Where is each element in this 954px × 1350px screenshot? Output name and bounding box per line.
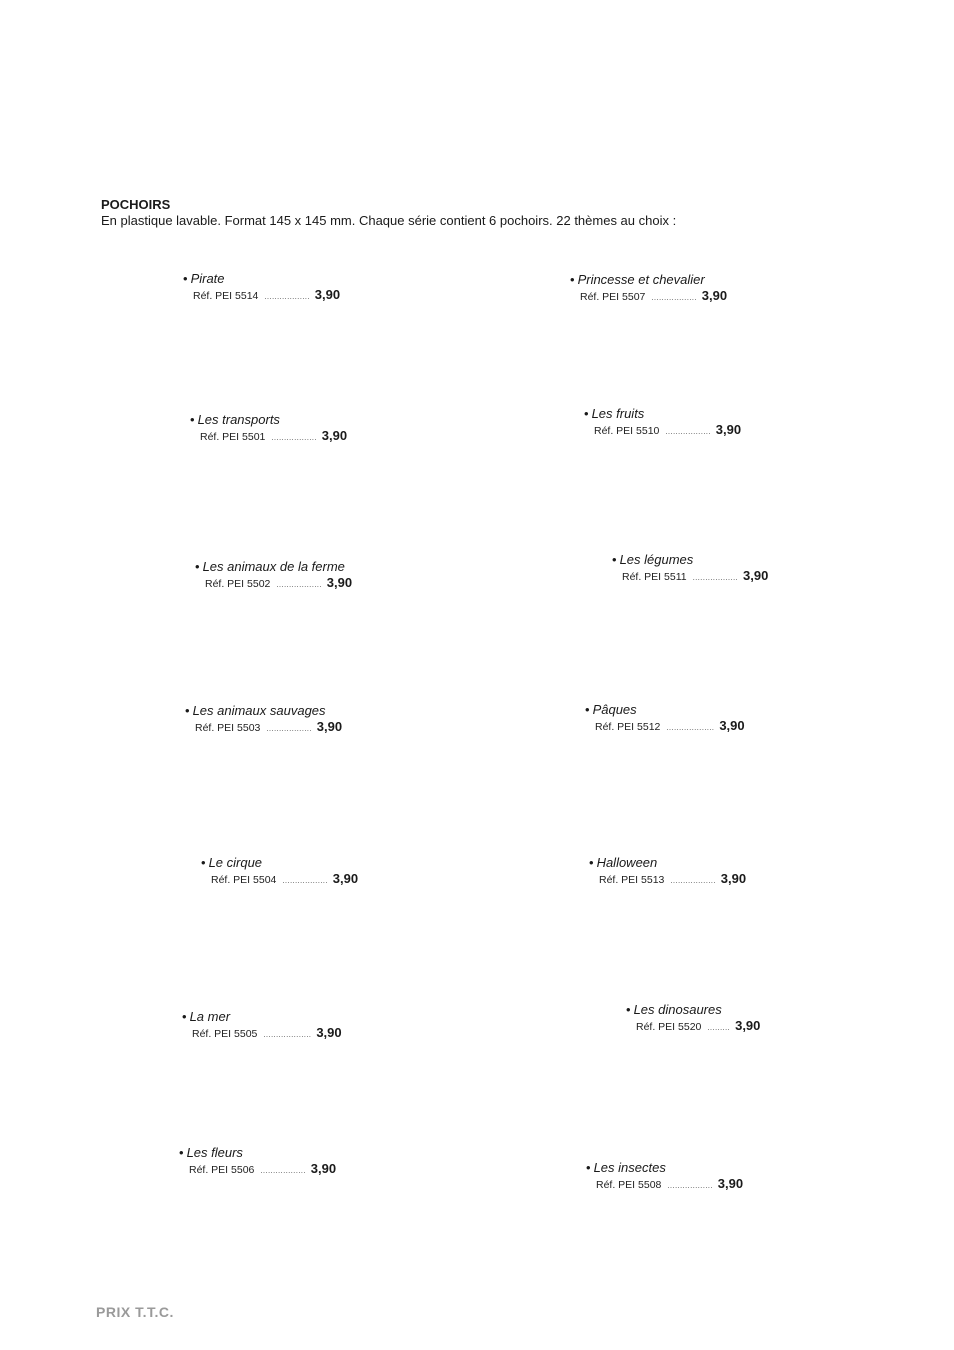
product-ref: Réf. PEI 5507 (580, 291, 646, 303)
product-name: Halloween (596, 855, 658, 870)
dot-leader: ......... (707, 1023, 731, 1032)
bullet-icon: • (190, 412, 195, 427)
product-price: 3,90 (332, 871, 359, 886)
product-name: Les transports (197, 412, 280, 427)
product-ref: Réf. PEI 5501 (200, 431, 266, 443)
dot-leader: .................. (271, 433, 317, 442)
product-name: Pâques (592, 702, 637, 717)
product-item-fruits (584, 406, 741, 440)
dot-leader: .................. (665, 427, 711, 436)
product-ref: Réf. PEI 5510 (594, 425, 660, 437)
bullet-icon: • (586, 1160, 591, 1175)
product-price: 3,90 (316, 719, 343, 734)
product-name: Princesse et chevalier (577, 272, 705, 287)
product-item-fleurs (179, 1145, 336, 1179)
product-name: Les dinosaures (633, 1002, 722, 1017)
bullet-icon: • (183, 271, 188, 286)
bullet-icon: • (589, 855, 594, 870)
bullet-icon: • (570, 272, 575, 287)
dot-leader: .................. (667, 1181, 713, 1190)
product-price: 3,90 (715, 422, 742, 437)
product-item-dinosaures (626, 1002, 760, 1036)
product-price: 3,90 (316, 1025, 342, 1040)
dot-leader: .................. (266, 724, 312, 733)
product-name: Les insectes (593, 1160, 666, 1175)
product-ref: Réf. PEI 5520 (636, 1021, 702, 1033)
product-ref: Réf. PEI 5513 (599, 874, 665, 886)
product-item-ferme (195, 559, 352, 593)
bullet-icon: • (195, 559, 200, 574)
bullet-icon: • (179, 1145, 184, 1160)
product-name: Pirate (190, 271, 225, 286)
product-ref: Réf. PEI 5504 (211, 874, 277, 886)
dot-leader: .................. (260, 1166, 306, 1175)
product-name: Les légumes (619, 552, 694, 567)
product-ref: Réf. PEI 5514 (193, 290, 259, 302)
dot-leader: .................. (670, 876, 716, 885)
product-price: 3,90 (719, 718, 745, 733)
product-item-pirate (183, 271, 340, 305)
dot-leader: .................. (651, 293, 697, 302)
section-title: POCHOIRS (101, 197, 171, 212)
bullet-icon: • (182, 1009, 187, 1024)
dot-leader: .................. (264, 292, 310, 301)
dot-leader: .................. (276, 580, 322, 589)
product-price: 3,90 (717, 1176, 744, 1191)
product-item-mer (182, 1009, 342, 1043)
dot-leader: ................... (263, 1030, 312, 1039)
product-name: Les fruits (591, 406, 645, 421)
bullet-icon: • (626, 1002, 631, 1017)
product-price: 3,90 (720, 871, 747, 886)
product-item-insectes (586, 1160, 743, 1194)
product-item-sauvages (185, 703, 342, 737)
product-ref: Réf. PEI 5511 (622, 571, 687, 583)
product-price: 3,90 (735, 1018, 761, 1033)
product-name: Les animaux sauvages (192, 703, 326, 718)
product-item-paques (585, 702, 745, 736)
product-price: 3,90 (326, 575, 353, 590)
product-name: Les fleurs (186, 1145, 243, 1160)
product-name: Le cirque (208, 855, 263, 870)
product-ref: Réf. PEI 5502 (205, 578, 271, 590)
bullet-icon: • (185, 703, 190, 718)
product-price: 3,90 (314, 287, 341, 302)
bullet-icon: • (612, 552, 617, 567)
bullet-icon: • (201, 855, 206, 870)
product-price: 3,90 (310, 1161, 337, 1176)
product-price: 3,90 (701, 288, 728, 303)
product-ref: Réf. PEI 5508 (596, 1179, 662, 1191)
product-ref: Réf. PEI 5503 (195, 722, 261, 734)
dot-leader: .................. (692, 573, 739, 582)
product-name: Les animaux de la ferme (202, 559, 345, 574)
product-item-transports (190, 412, 347, 446)
section-description: En plastique lavable. Format 145 x 145 mm. Chaque série contient 6 pochoirs. 22 thèmes au choix : (101, 213, 677, 228)
price-footer-note: PRIX T.T.C. (96, 1304, 174, 1320)
bullet-icon: • (585, 702, 590, 717)
product-price: 3,90 (321, 428, 348, 443)
dot-leader: ................... (666, 723, 715, 732)
product-price: 3,90 (743, 568, 769, 583)
product-item-legumes (612, 552, 768, 586)
product-item-cirque (201, 855, 358, 889)
dot-leader: .................. (282, 876, 328, 885)
product-item-princesse (570, 272, 727, 306)
product-name: La mer (189, 1009, 231, 1024)
product-item-halloween (589, 855, 746, 889)
bullet-icon: • (584, 406, 589, 421)
product-ref: Réf. PEI 5505 (192, 1028, 258, 1040)
product-ref: Réf. PEI 5506 (189, 1164, 255, 1176)
product-ref: Réf. PEI 5512 (595, 721, 661, 733)
